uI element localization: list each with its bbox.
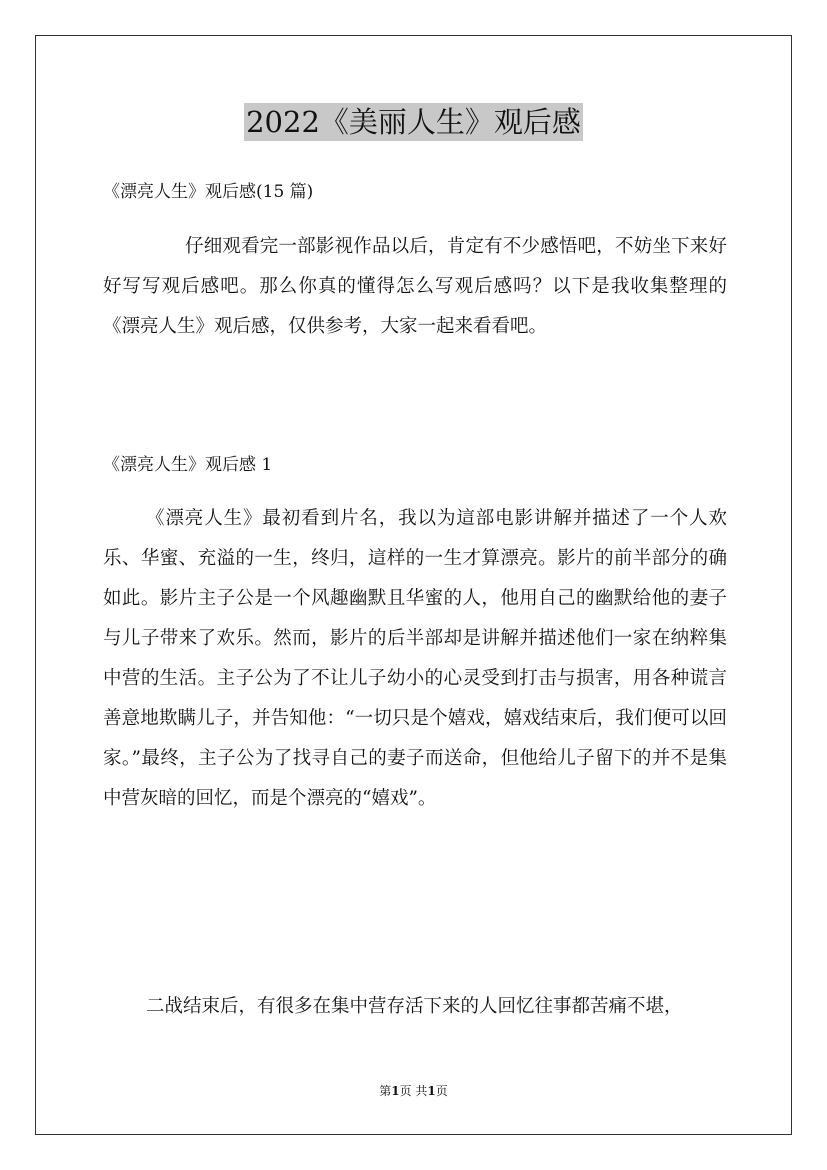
footer-page-total: 1 — [427, 1084, 436, 1098]
footer-page-mid: 页 共 — [399, 1084, 428, 1098]
document-subtitle: 《漂亮人生》观后感(15 篇) — [103, 182, 314, 202]
footer-page-current: 1 — [391, 1084, 400, 1098]
title-container — [0, 103, 827, 141]
footer-page-suffix: 页 — [435, 1084, 448, 1098]
section-title: 《漂亮人生》观后感 1 — [103, 455, 273, 475]
body-paragraph-1: 《漂亮人生》最初看到片名，我以为這部电影讲解并描述了一个人欢乐、华蜜、充溢的一生，终归，這样的一生才算漂亮。影片的前半部分的确如此。影片主子公是一个风趣幽默且华蜜的人，他用自己的幽默给他的妻子与儿子带来了欢乐。然而，影片的后半部却是讲解并描述他们一家在纳粹集中营的生活。主子公为了不让儿子幼小的心灵受到打击与损害，用各种谎言善意地欺瞒儿子，并告知他：“一切只是个嬉戏，嬉戏结束后，我们便可以回家。”最终，主子公为了找寻自己的妻子而送命，但他给儿子留下的并不是集中营灰暗的回忆，而是个漂亮的“嬉戏”。 — [103, 508, 727, 809]
body-paragraph-2: 二战结束后，有很多在集中营存活下来的人回忆往事都苦痛不堪， — [146, 996, 683, 1017]
document-title: 2022《美丽人生》观后感 — [246, 105, 581, 139]
intro-paragraph: 仔细观看完一部影视作品以后，肯定有不少感悟吧，不妨坐下来好好写写观后感吧。那么你真的懂得怎么写观后感吗？以下是我收集整理的《漂亮人生》观后感，仅供参考，大家一起来看看吧。 — [103, 236, 727, 337]
footer-page-prefix: 第 — [379, 1084, 392, 1098]
page-footer — [0, 1083, 827, 1099]
